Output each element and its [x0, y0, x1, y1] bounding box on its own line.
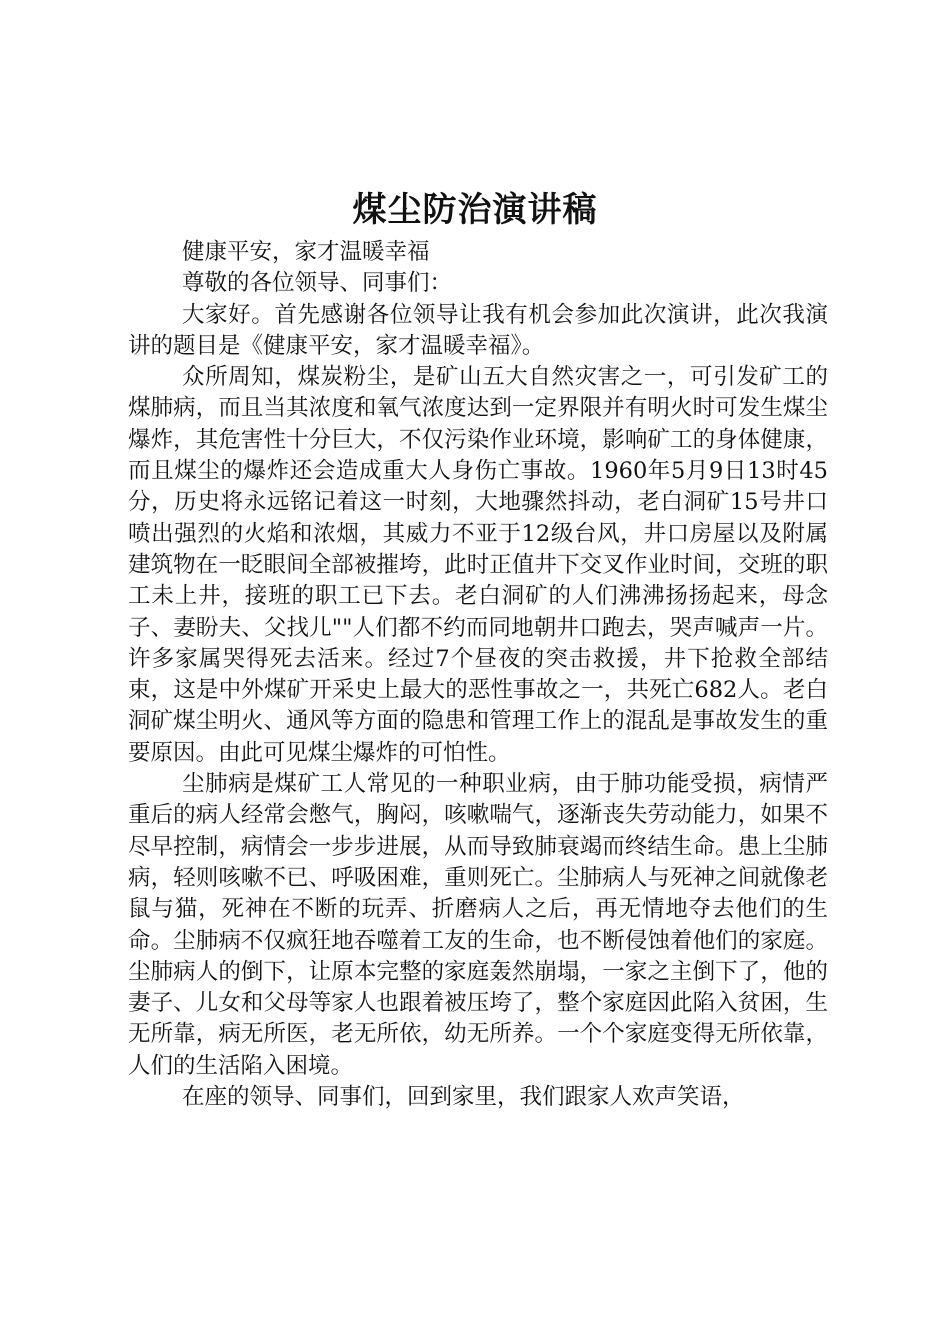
body-paragraph: 大家好。首先感谢各位领导让我有机会参加此次演讲，此次我演讲的题目是《健康平安，家才温暖幸福》。: [128, 301, 828, 359]
salutation-paragraph: 尊敬的各位领导、同事们：: [182, 270, 453, 297]
body-paragraph: 众所周知，煤炭粉尘，是矿山五大自然灾害之一，可引发矿工的煤肺病，而且当其浓度和氧气浓度达到一定界限并有明火时可发生煤尘爆炸，其危害性十分巨大，不仅污染作业环境，影响矿工的身体健康，而且煤尘的爆炸还会造成重大人身伤亡事故。1960年5月9日13时45分，历史将永远铭记着这一时刻，大地骤然抖动，老白洞矿15号井口喷出强烈的火焰和浓烟，其威力不亚于12级台风，井口房屋以及附属建筑物在一眨眼间全部被摧垮，此时正值井下交叉作业时间，交班的职工未上井，接班的职工已下去。老白洞矿的人们沸沸扬扬起来，母念子、妻盼夫、父找儿""人们都不约而同地朝井口跑去，哭声喊声一片。许多家属哭得死去活来。经过7个昼夜的突击救援，井下抢救全部结束，这是中外煤矿开采史上最大的恶性事故之一，共死亡682人。老白洞矿煤尘明火、通风等方面的隐患和管理工作上的混乱是事故发生的重要原因。由此可见煤尘爆炸的可怕性。: [128, 364, 828, 766]
body-paragraph: 在座的领导、同事们，回到家里，我们跟家人欢声笑语，: [182, 1084, 745, 1111]
document-body: [128, 237, 828, 1113]
document-title: 煤尘防治演讲稿: [352, 190, 598, 230]
subtitle-paragraph: 健康平安，家才温暖幸福: [182, 239, 430, 265]
body-paragraph: 尘肺病是煤矿工人常见的一种职业病，由于肺功能受损，病情严重后的病人经常会憋气，胸闷，咳嗽喘气，逐渐丧失劳动能力，如果不尽早控制，病情会一步步进展，从而导致肺衰竭而终结生命。患上尘肺病，轻则咳嗽不已、呼吸困难，重则死亡。尘肺病人与死神之间就像老鼠与猫，死神在不断的玩弄、折磨病人之后，再无情地夺去他们的生命。尘肺病不仅疯狂地吞噬着工友的生命，也不断侵蚀着他们的家庭。尘肺病人的倒下，让原本完整的家庭轰然崩塌，一家之主倒下了，他的妻子、儿女和父母等家人也跟着被压垮了，整个家庭因此陷入贫困，生无所靠，病无所医，老无所依，幼无所养。一个个家庭变得无所依靠，人们的生活陷入困境。: [128, 771, 828, 1079]
